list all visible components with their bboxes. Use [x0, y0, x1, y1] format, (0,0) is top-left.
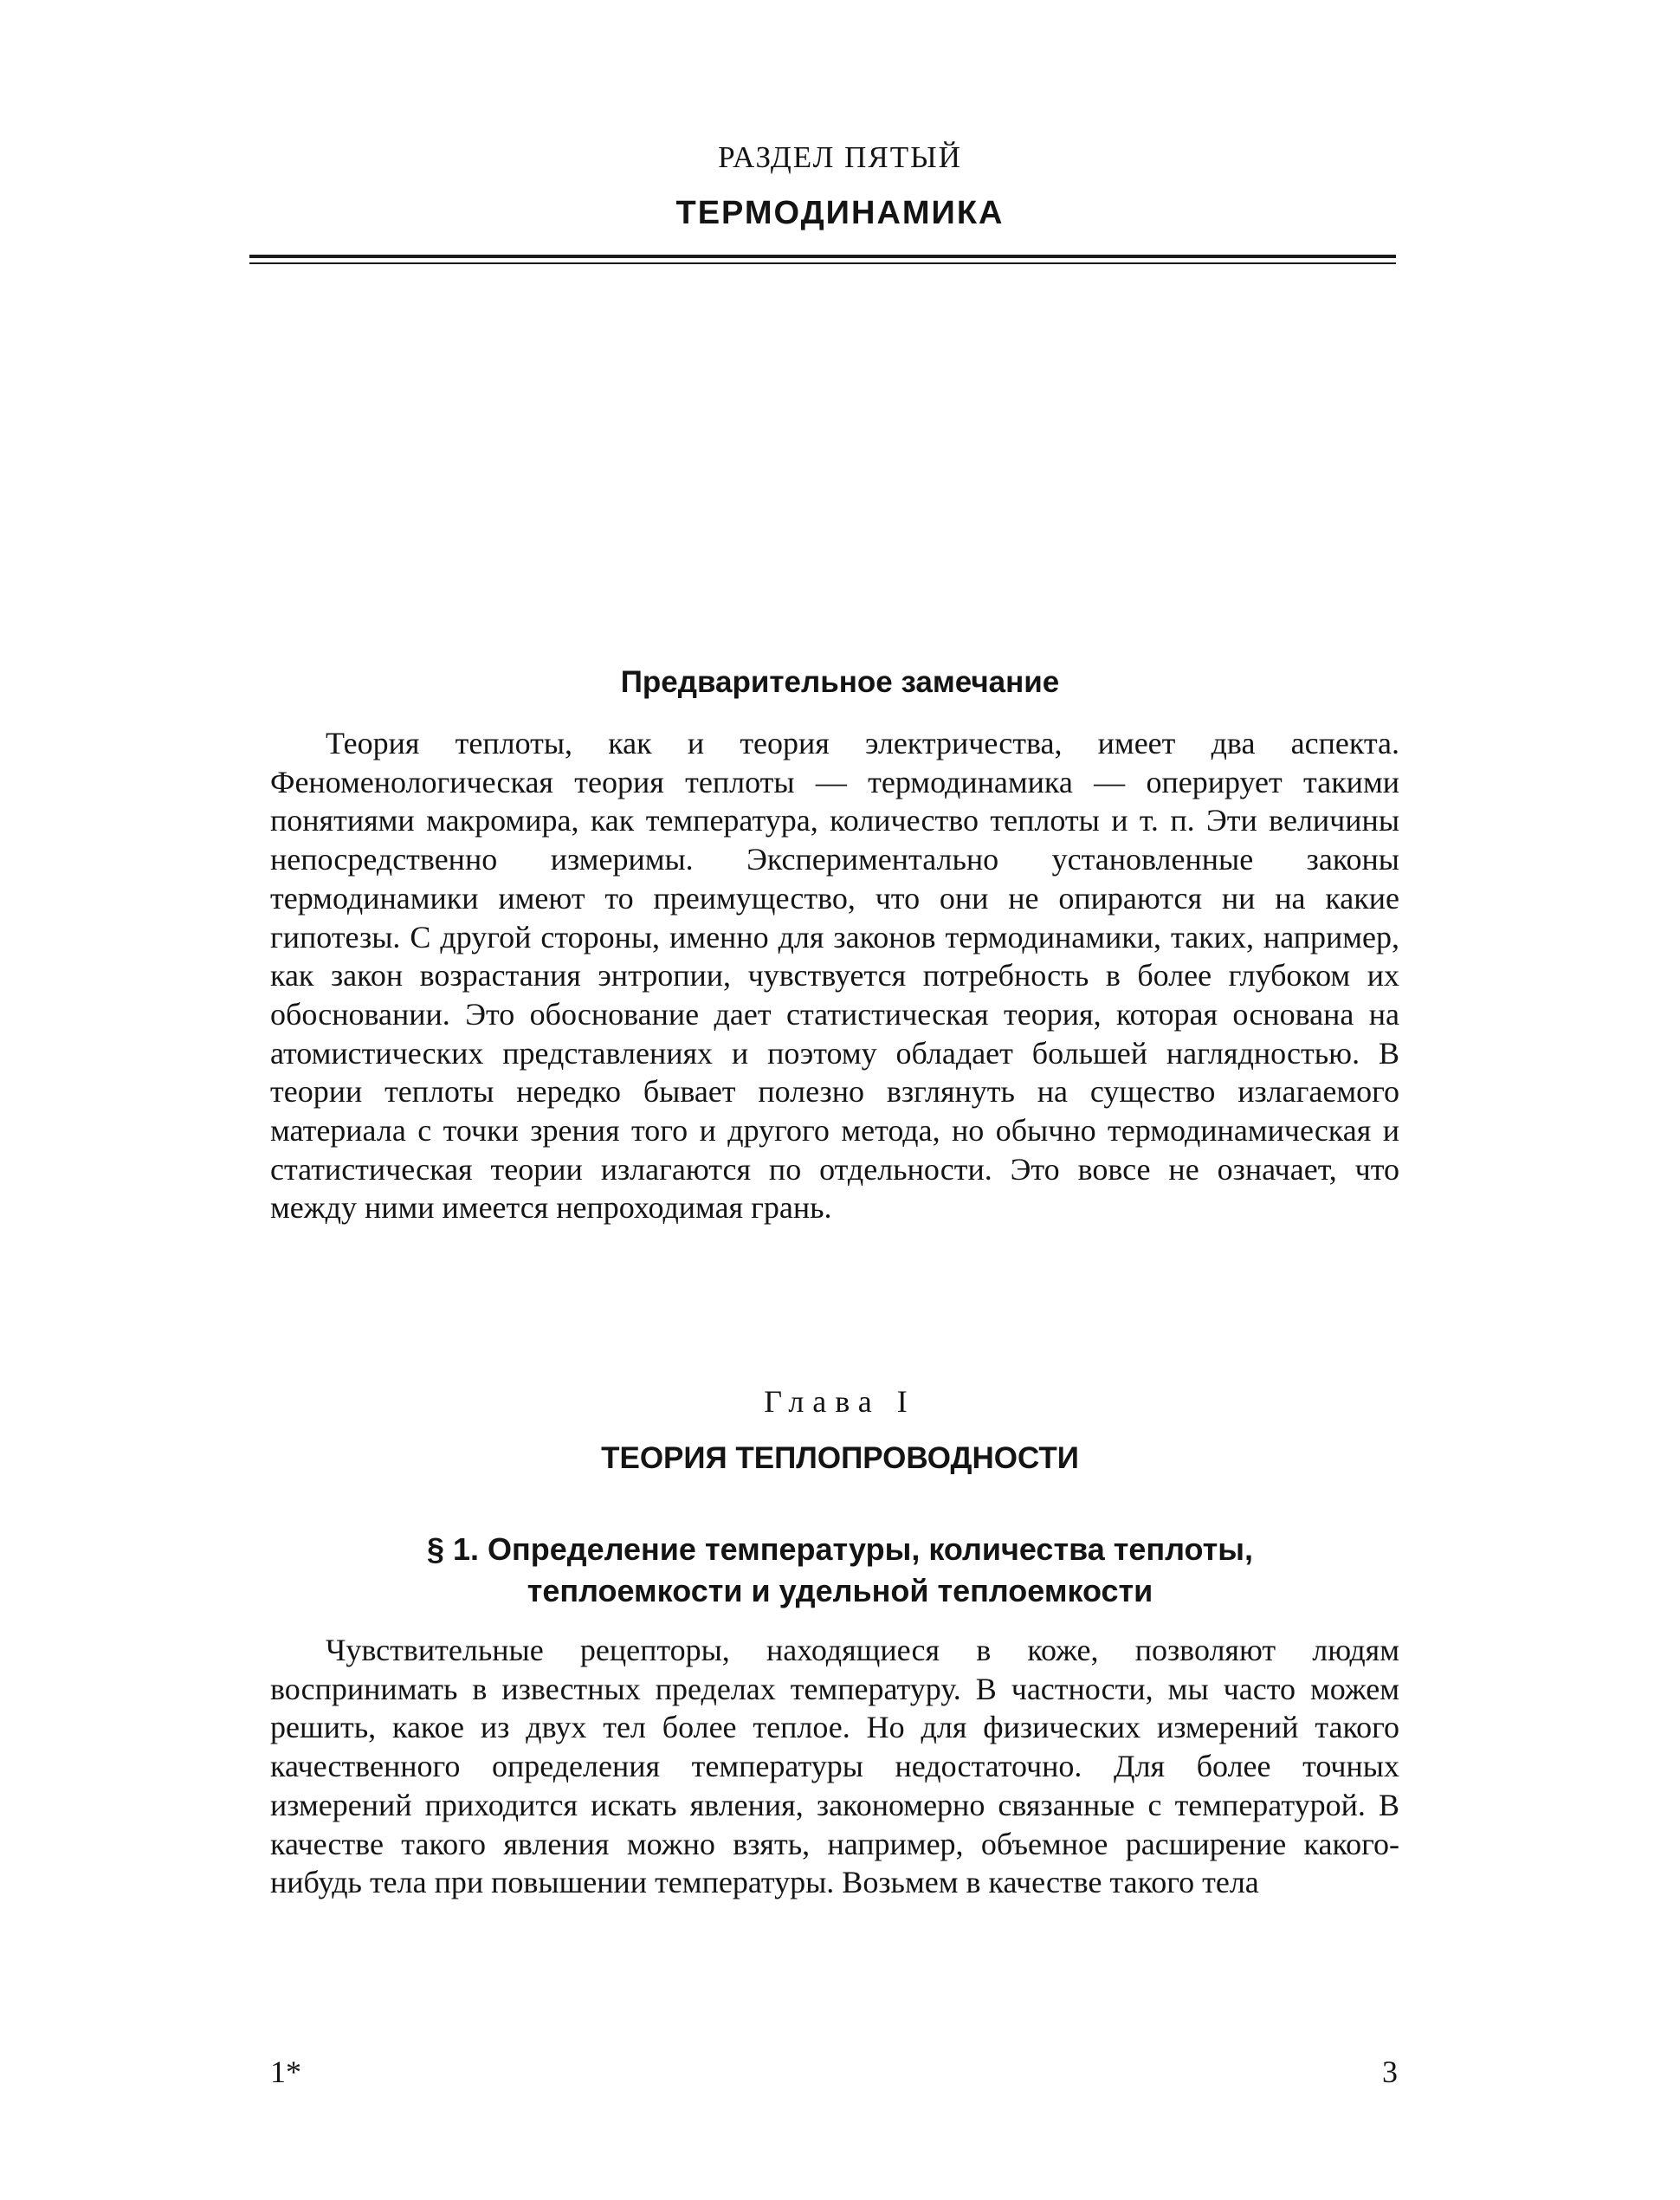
header-rule-thin — [249, 262, 1396, 264]
section-title: ТЕРМОДИНАМИКА — [675, 195, 1005, 231]
header-rule-thick — [249, 255, 1396, 258]
chapter-title: ТЕОРИЯ ТЕПЛОПРОВОДНОСТИ — [601, 1441, 1079, 1475]
page-number: 3 — [1382, 2054, 1398, 2089]
chapter-label: Глава I — [764, 1384, 916, 1419]
paragraph-title — [0, 1529, 1680, 1612]
signature-mark: 1* — [270, 2054, 301, 2089]
paragraph-title-line-2: теплоемкости и удельной теплоемкости — [527, 1573, 1153, 1608]
remark-paragraph: Теория теплоты, как и теория электричества, имеет два аспекта. Феноменологическая теория теплоты — термодинамика — оперирует такими понятиями макромира, как температура, количество теплоты и т. п. Эти величины непосредственно измеримы. Экспериментально установленные законы термодинамики имеют то преимущество, что они не опираются ни на какие гипотезы. С другой стороны, именно для законов термодинамики, таких, например, как закон возрастания энтропии, чувствуется потребность в более глубоком их обосновании. Это обоснование дает статистическая теория, которая основана на атомистических представлениях и поэтому обладает большей наглядностью. В теории теплоты нередко бывает полезно взглянуть на существо излагаемого материала с точки зрения того и другого метода, но обычно термодинамическая и статистическая теории излагаются по отдельности. Это вовсе не означает, что между ними имеется непроходимая грань. — [270, 726, 1399, 1226]
remark-heading: Предварительное замечание — [620, 665, 1060, 699]
paragraph-body: Чувствительные рецепторы, находящиеся в коже, позволяют людям воспринимать в известных пределах температуру. В частности, мы часто можем решить, какое из двух тел более теплое. Но для физических измерений такого качественного определения температуры недостаточно. Для более точных измерений приходится искать явления, закономерно связанные с температурой. В качестве такого явления можно взять, например, объемное расширение какого-нибудь тела при повышении температуры. Возьмем в качестве такого тела — [270, 1633, 1399, 1900]
section-label: РАЗДЕЛ ПЯТЫЙ — [718, 140, 962, 174]
paragraph-title-line-1: § 1. Определение температуры, количества теплоты, — [426, 1531, 1254, 1567]
